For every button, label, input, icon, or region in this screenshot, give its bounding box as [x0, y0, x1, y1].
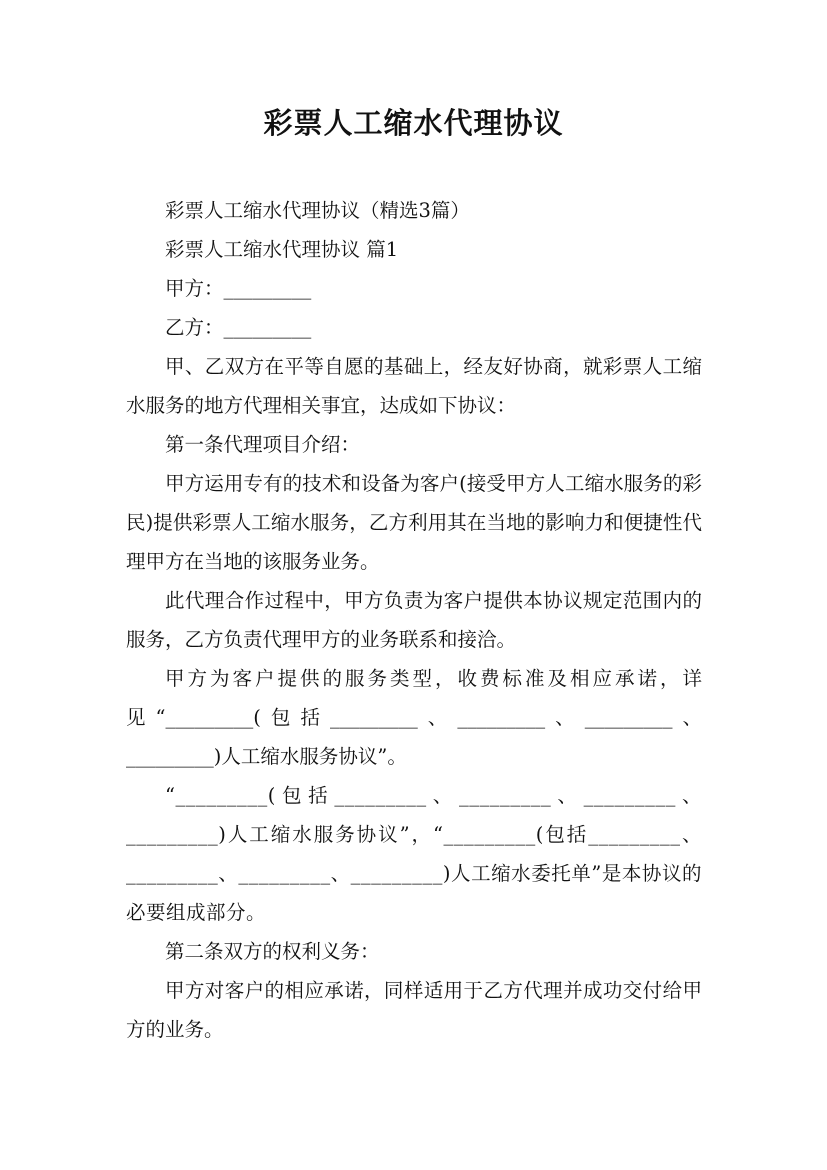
paragraph-article-2-heading: 第二条双方的权利义务：: [165, 940, 380, 963]
document-body: [126, 191, 702, 1049]
paragraph-party-a: 甲方：_________: [165, 277, 312, 300]
paragraph-subtitle: 彩票人工缩水代理协议（精选3篇）: [165, 199, 470, 222]
paragraph-section-heading: 彩票人工缩水代理协议 篇1: [165, 238, 399, 261]
paragraph-article-1-heading: 第一条代理项目介绍：: [165, 433, 361, 456]
paragraph-preamble: 甲、乙双方在平等自愿的基础上，经友好协商，就彩票人工缩水服务的地方代理相关事宜，达成如下协议：: [126, 355, 702, 417]
paragraph-cooperation: 此代理合作过程中，甲方负责为客户提供本协议规定范围内的服务，乙方负责代理甲方的业务联系和接洽。: [126, 589, 702, 651]
paragraph-party-b: 乙方：_________: [165, 316, 312, 339]
paragraph-service-types: 甲方为客户提供的服务类型，收费标准及相应承诺，详见“_________(包括_________、_________、_________、_________)人工缩水服务协议”。: [126, 667, 702, 768]
paragraph-agreement-parts: “_________(包括_________、_________、_________、_________)人工缩水服务协议”，“_________(包括_________、_________、_________、_________)人工缩水委托单”是本协议的必要组成部分。: [126, 784, 702, 924]
document-title: 彩票人工缩水代理协议: [263, 106, 564, 140]
paragraph-project-intro: 甲方运用专有的技术和设备为客户(接受甲方人工缩水服务的彩民)提供彩票人工缩水服务，乙方利用其在当地的影响力和便捷性代理甲方在当地的该服务业务。: [126, 472, 702, 573]
paragraph-commitment: 甲方对客户的相应承诺，同样适用于乙方代理并成功交付给甲方的业务。: [126, 979, 702, 1041]
